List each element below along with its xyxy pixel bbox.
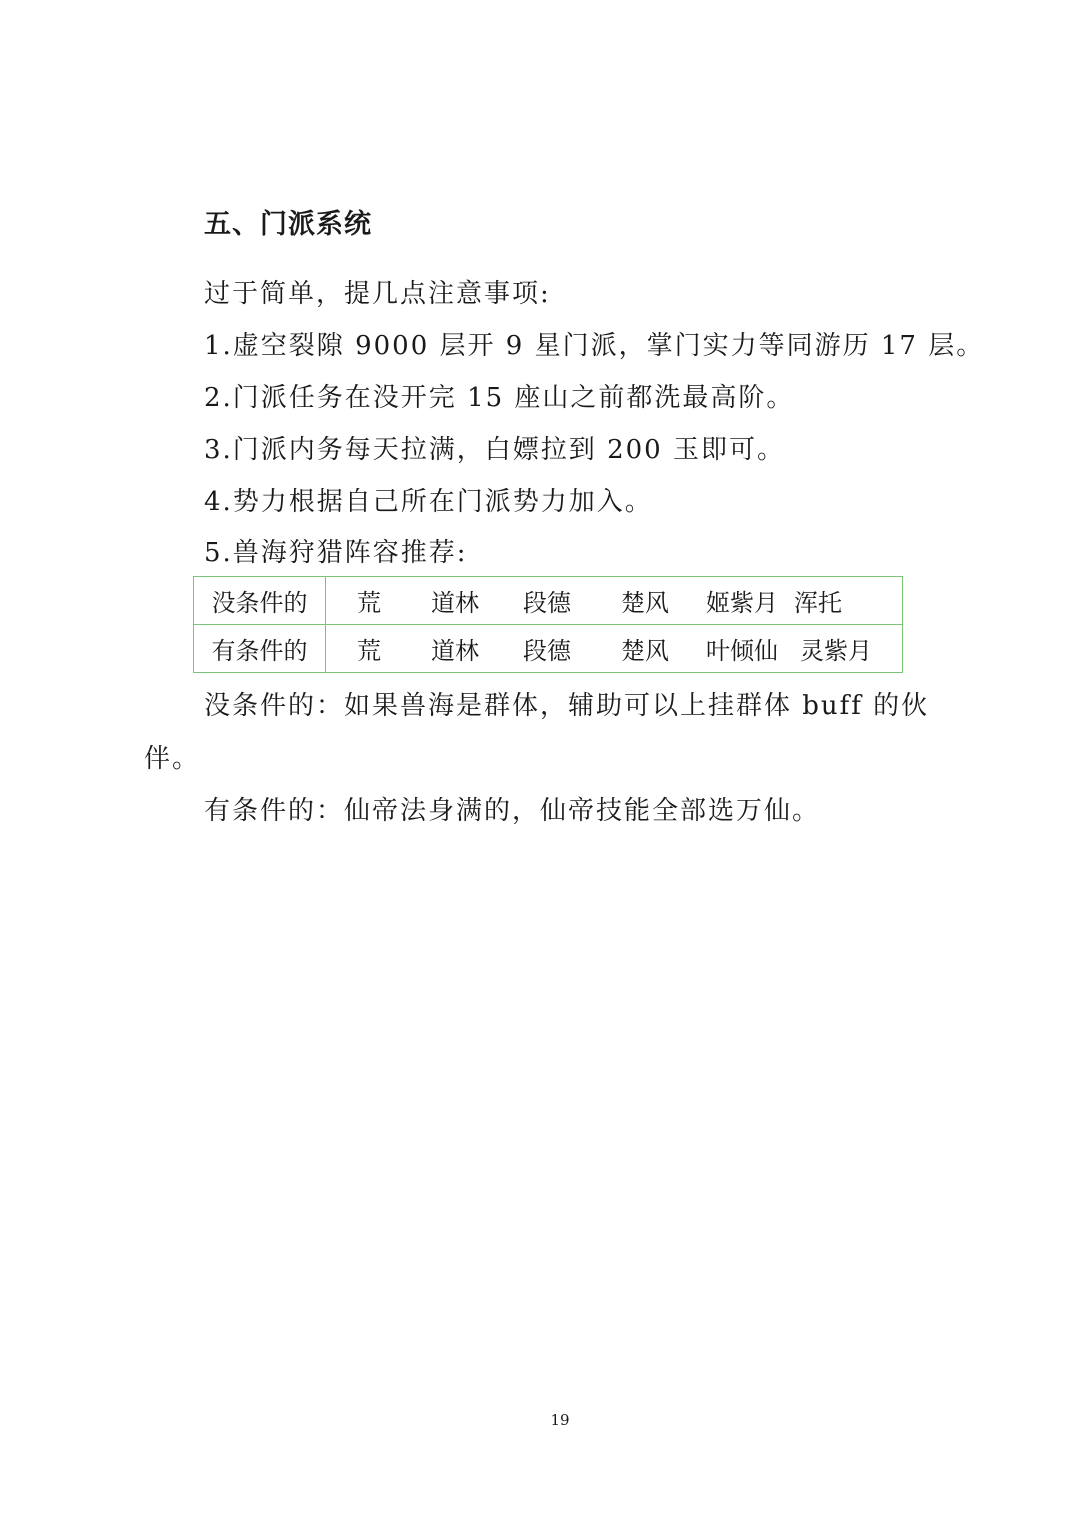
table-cell: 叶倾仙 <box>694 625 790 673</box>
table-cell: 道林 <box>412 577 498 625</box>
note-no-condition: 没条件的：如果兽海是群体，辅助可以上挂群体 buff 的伙 <box>204 691 930 721</box>
table-cell: 楚风 <box>596 577 694 625</box>
list-item-3: 3.门派内务每天拉满，白嫖拉到 200 玉即可。 <box>204 435 785 465</box>
table-cell: 姬紫月 <box>694 577 790 625</box>
table-row <box>194 625 903 673</box>
row-label: 没条件的 <box>194 577 326 625</box>
table-cell: 段德 <box>498 625 596 673</box>
table-cell: 段德 <box>498 577 596 625</box>
list-item-1: 1.虚空裂隙 9000 层开 9 星门派，掌门实力等同游历 17 层。 <box>204 331 985 361</box>
intro-paragraph: 过于简单，提几点注意事项: <box>204 279 551 309</box>
table-cell: 浑托 <box>790 577 903 625</box>
list-item-2: 2.门派任务在没开完 15 座山之前都洗最高阶。 <box>204 383 795 413</box>
table-cell: 道林 <box>412 625 498 673</box>
list-item-4: 4.势力根据自己所在门派势力加入。 <box>204 487 653 517</box>
table-cell: 荒 <box>326 625 413 673</box>
list-item-5: 5.兽海狩猎阵容推荐: <box>204 538 468 568</box>
lineup-table <box>193 576 903 673</box>
row-label: 有条件的 <box>194 625 326 673</box>
section-title: 五、门派系统 <box>204 209 372 240</box>
table-cell: 灵紫月 <box>790 625 903 673</box>
table-row <box>194 577 903 625</box>
table-cell: 荒 <box>326 577 413 625</box>
note-no-condition-continued: 伴。 <box>144 744 201 774</box>
page-number: 19 <box>550 1411 570 1429</box>
note-with-condition: 有条件的：仙帝法身满的，仙帝技能全部选万仙。 <box>204 796 821 826</box>
table-cell: 楚风 <box>596 625 694 673</box>
